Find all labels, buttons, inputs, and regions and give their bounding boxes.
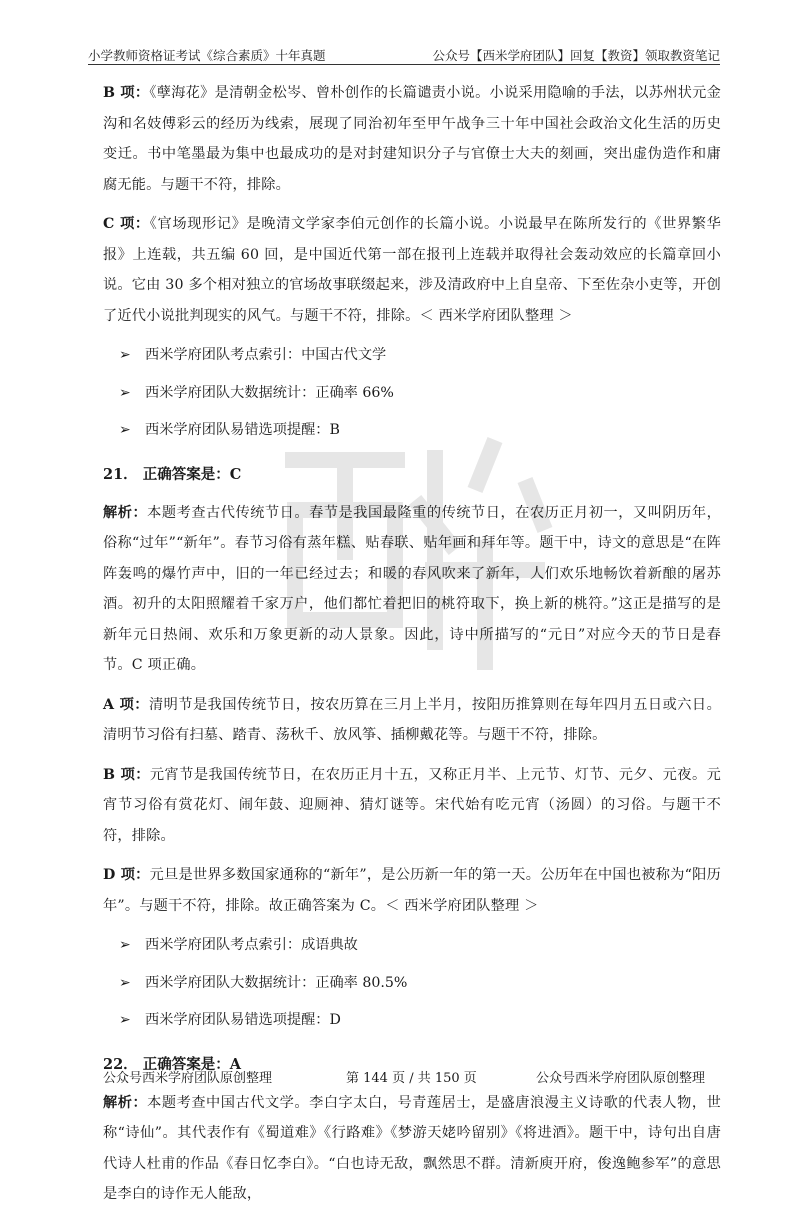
arrow-bullet-icon: ➢	[119, 422, 131, 438]
bullet-item	[103, 930, 721, 961]
question-21-option-a	[103, 690, 721, 751]
page-header	[88, 44, 720, 65]
question-21-analysis	[103, 498, 721, 681]
arrow-bullet-icon: ➢	[119, 974, 131, 991]
arrow-bullet-icon: ➢	[119, 1012, 131, 1028]
bullet-text: 西米学府团队考点索引：成语典故	[145, 937, 358, 953]
bullet-text: 西米学府团队大数据统计：正确率 80.5%	[145, 974, 408, 991]
bullet-text: 西米学府团队考点索引：中国古代文学	[145, 347, 387, 363]
question-21-option-b	[103, 760, 721, 852]
option-label: C 项：	[103, 216, 150, 232]
arrow-bullet-icon: ➢	[119, 937, 131, 953]
bullet-item	[103, 340, 721, 371]
analysis-text: 本题考查古代传统节日。春节是我国最隆重的传统节日，在农历正月初一，又叫阴历年，俗称“过年”“新年”。春节习俗有蒸年糕、贴春联、贴年画和拜年等。题干中，诗文的意思是“在阵阵轰鸣的爆竹声中，旧的一年已经过去；和暖的春风吹来了新年，人们欢乐地畅饮着新酿的屠苏酒。初升的太阳照耀着千家万户，他们都忙着把旧的桃符取下，换上新的桃符。”这正是描写的是新年元日热闹、欢乐和万象更新的动人景象。因此，诗中所描写的“元日”对应今天的节日是春节。C 项正确。	[103, 504, 721, 673]
bullet-text: 西米学府团队易错选项提醒：B	[145, 422, 340, 438]
bullet-item	[103, 1005, 721, 1036]
option-text: 元旦是世界多数国家通称的“新年”，是公历新一年的第一天。公历年在中国也被称为“阳历年”。与题干不符，排除。故正确答案为 C。＜ 西米学府团队整理 ＞	[103, 867, 721, 914]
footer-left: 公众号西米学府团队原创整理	[103, 1071, 273, 1086]
option-label: B 项：	[103, 85, 150, 101]
analysis-text: 本题考查中国古代文学。李白字太白，号青莲居士，是盛唐浪漫主义诗歌的代表人物，世称“诗仙”。其代表作有《蜀道难》《行路难》《梦游天姥吟留别》《将进酒》。题干中，诗句出自唐代诗人杜甫的作品《春日忆李白》。“白也诗无敌，飘然思不群。清新庾开府，俊逸鲍参军”的意思是李白的诗作无人能敌，	[103, 1094, 721, 1202]
question-22-title: 22． 正确答案是：A	[103, 1055, 241, 1073]
page-number: 第 144 页 / 共 150 页	[346, 1071, 477, 1086]
analysis-label: 解析：	[103, 504, 148, 521]
page-footer	[88, 1067, 720, 1087]
header-right-note: 公众号【西米学府团队】回复【教资】领取教资笔记	[432, 48, 720, 63]
option-b-paragraph	[103, 78, 721, 200]
option-label: B 项：	[103, 766, 150, 783]
option-text: 清明节是我国传统节日，按农历算在三月上半月，按阳历推算则在每年四月五日或六日。清明节习俗有扫墓、踏青、荡秋千、放风筝、插柳戴花等。与题干不符，排除。	[103, 696, 721, 743]
option-text: 《孽海花》是清朝金松岑、曾朴创作的长篇谴责小说。小说采用隐喻的手法，以苏州状元金沟和名妓傅彩云的经历为线索，展现了同治初年至甲午战争三十年中国社会政治文化生活的历史变迁。书中笔墨最为集中也最成功的是对封建知识分子与官僚士大夫的刻画，突出虚伪造作和庸腐无能。与题干不符，排除。	[103, 85, 721, 193]
option-c-paragraph	[103, 209, 721, 331]
bullet-item	[103, 968, 721, 999]
bullet-text: 西米学府团队易错选项提醒：D	[145, 1012, 341, 1028]
analysis-label: 解析：	[103, 1094, 148, 1111]
arrow-bullet-icon: ➢	[119, 384, 131, 401]
option-label: A 项：	[103, 696, 149, 713]
bullet-item	[103, 378, 721, 409]
header-left-title: 小学教师资格证考试《综合素质》十年真题	[88, 48, 326, 63]
page-content	[103, 78, 721, 1219]
option-label: D 项：	[103, 867, 150, 883]
bullet-text: 西米学府团队大数据统计：正确率 66%	[145, 384, 394, 401]
bullet-item	[103, 415, 721, 446]
footer-right: 公众号西米学府团队原创整理	[535, 1071, 705, 1086]
option-text: 元宵节是我国传统节日，在农历正月十五，又称正月半、上元节、灯节、元夕、元夜。元宵节习俗有赏花灯、闹年鼓、迎厕神、猜灯谜等。宋代始有吃元宵（汤圆）的习俗。与题干不符，排除。	[103, 766, 721, 844]
arrow-bullet-icon: ➢	[119, 347, 131, 363]
option-text: 《官场现形记》是晚清文学家李伯元创作的长篇小说。小说最早在陈所发行的《世界繁华报》上连载，共五编 60 回，是中国近代第一部在报刊上连载并取得社会轰动效应的长篇章回小说。它由 30 多个相对独立的官场故事联缀起来，涉及清政府中上自皇帝、下至佐杂小吏等，开创了近代小说批判现实的风气。与题干不符，排除。＜ 西米学府团队整理 ＞	[103, 216, 721, 324]
question-21-option-d	[103, 860, 721, 921]
question-22-analysis	[103, 1088, 721, 1210]
question-21-title: 21． 正确答案是：C	[103, 465, 242, 483]
